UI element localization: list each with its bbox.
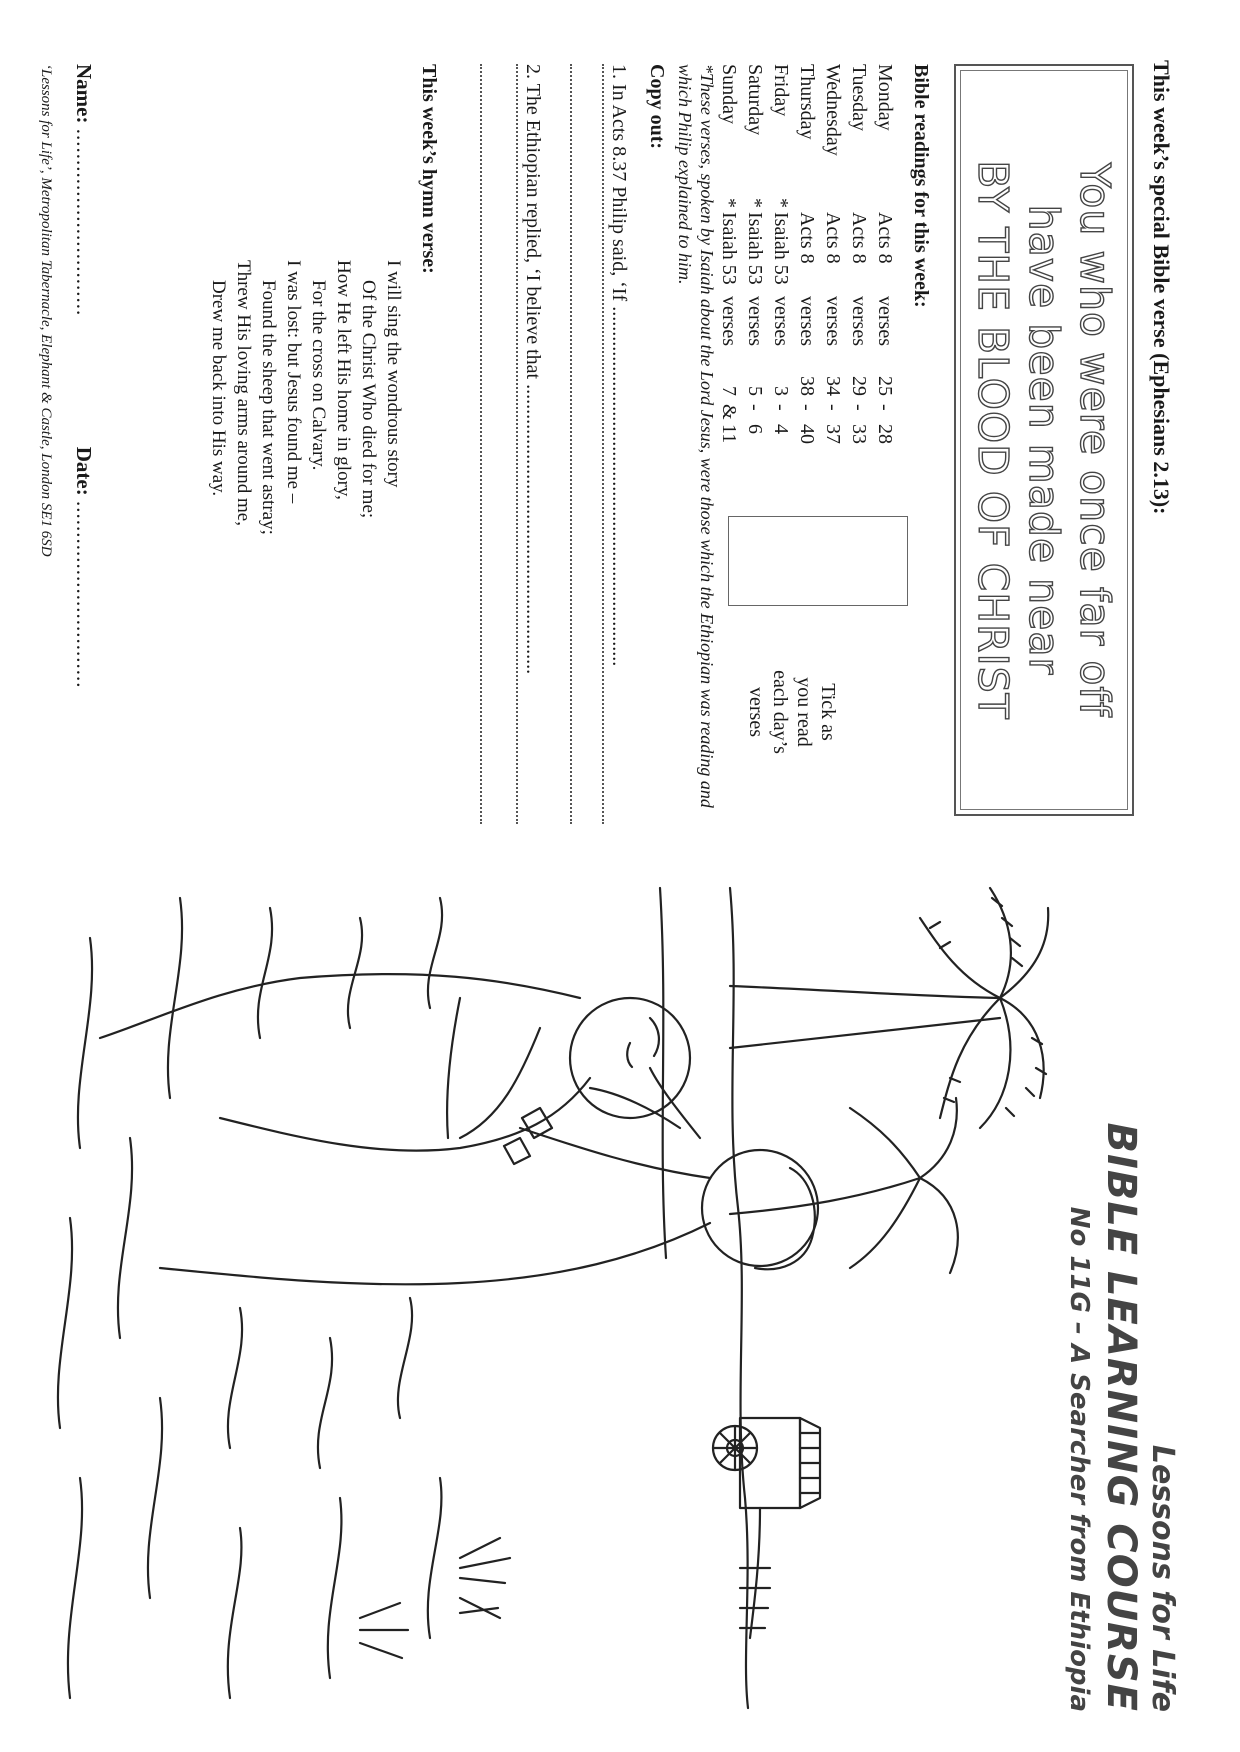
readings-table	[716, 64, 898, 524]
copy-out-title: Copy out:	[646, 64, 668, 150]
reading-verse-from: 25	[874, 376, 896, 396]
verse-line-3: BY THE BLOOD OF CHRIST	[969, 160, 1018, 720]
hymn-title: This week’s hymn verse:	[418, 64, 440, 274]
reading-verse-to: 40	[796, 424, 818, 444]
readings-footnote: *These verses, spoken by Isaiah about the Lord Jesus, were those which the Ethiopian was reading and which Philip explained to him.	[675, 64, 717, 808]
reading-day: Wednesday	[822, 64, 844, 156]
lesson-title: No 11G – A Searcher from Ethiopia	[1064, 1206, 1094, 1712]
tick-note-line: verses	[745, 687, 767, 737]
reading-verse-to: 4	[770, 424, 792, 434]
chariot	[713, 1418, 820, 1638]
reading-verses-word: verses	[718, 296, 740, 346]
reading-day: Monday	[874, 64, 896, 131]
date-field[interactable]: ..............................	[72, 500, 96, 689]
reading-verse-dash: -	[770, 404, 792, 411]
river-water	[58, 898, 442, 1698]
hymn-line: I was lost: but Jesus found me –	[283, 260, 304, 504]
philip-figure	[160, 1068, 818, 1284]
reading-row	[742, 64, 768, 524]
philip-baptizing-ethiopian-illustration	[20, 878, 1060, 1718]
reading-row	[820, 64, 846, 524]
reading-verse-dash: &	[718, 404, 740, 420]
readings-title: Bible readings for this week:	[910, 64, 932, 308]
reading-verse-dash: -	[822, 404, 844, 411]
reading-verse-from: 34	[822, 376, 844, 396]
reading-day: Sunday	[718, 64, 740, 124]
reading-book: Isaiah 53	[744, 212, 766, 285]
tick-note-line: Tick as	[817, 683, 839, 741]
reading-day: Thursday	[796, 64, 818, 140]
palm-tree	[730, 888, 1048, 1273]
reading-verse-from: 3	[770, 386, 792, 396]
reading-verses-word: verses	[744, 296, 766, 346]
reading-book: Acts 8	[874, 212, 896, 264]
name-label: Name:	[72, 64, 96, 124]
reading-day: Saturday	[744, 64, 766, 136]
reading-verse-from: 5	[744, 386, 766, 396]
tick-note-line: each day’s	[769, 670, 791, 754]
hymn-verse	[206, 260, 406, 535]
special-verse-label: This week’s special Bible verse (Ephesians 2.13):	[1149, 60, 1174, 515]
ethiopian-figure	[100, 974, 690, 1164]
reading-row	[768, 64, 794, 524]
tick-note-line: you read	[793, 677, 815, 747]
reading-star: *	[744, 198, 766, 208]
reading-verse-to: 6	[744, 424, 766, 434]
reading-book: Isaiah 53	[770, 212, 792, 285]
hymn-line: Found the sheep that went astray;	[258, 280, 279, 535]
reading-row	[872, 64, 898, 524]
answer-line[interactable]	[570, 64, 574, 824]
reading-verse-from: 38	[796, 376, 818, 396]
memory-verse-box	[954, 64, 1134, 816]
tick-note	[744, 632, 840, 792]
hymn-line: Threw His loving arms around me,	[233, 260, 254, 526]
reading-verse-to: 28	[874, 424, 896, 444]
reading-row	[794, 64, 820, 524]
reading-verse-dash: -	[874, 404, 896, 411]
reading-verses-word: verses	[848, 296, 870, 346]
reading-verse-from: 29	[848, 376, 870, 396]
hymn-line: I will sing the wondrous story	[383, 260, 404, 488]
memory-verse-text	[960, 70, 1128, 810]
reading-star: *	[770, 198, 792, 208]
reading-verses-word: verses	[770, 296, 792, 346]
reading-verses-word: verses	[796, 296, 818, 346]
course-title: BIBLE LEARNING COURSE	[1098, 1122, 1144, 1712]
reading-row	[716, 64, 742, 524]
publisher-credit: ‘Lessons for Life’, Metropolitan Tabernacle, Elephant & Castle, London SE1 6SD	[38, 64, 54, 557]
copy-out-question-2[interactable]: 2. The Ethiopian replied, ‘I believe that ..........................................................	[516, 64, 544, 824]
reading-verse-from: 7	[718, 386, 740, 396]
reading-verses-word: verses	[822, 296, 844, 346]
verse-line-1: You who were once far off	[1071, 162, 1120, 718]
reading-verse-to: 33	[848, 424, 870, 444]
date-label: Date:	[72, 446, 96, 496]
reading-row	[846, 64, 872, 524]
copy-out-question-1[interactable]: 1. In Acts 8.37 Philip said, ‘If ........................................................................	[602, 64, 630, 824]
reading-verse-dash: -	[848, 404, 870, 411]
reading-book: Acts 8	[822, 212, 844, 264]
reading-verse-dash: -	[744, 404, 766, 411]
reading-verses-word: verses	[874, 296, 896, 346]
reading-book: Acts 8	[796, 212, 818, 264]
verse-line-2: have been made near	[1020, 204, 1069, 676]
reading-day: Tuesday	[848, 64, 870, 132]
brand-name: Lessons for Life	[1145, 1444, 1180, 1712]
reading-verse-to: 11	[718, 424, 740, 444]
hymn-line: How He left His home in glory,	[333, 260, 354, 500]
answer-line[interactable]	[480, 64, 484, 824]
reading-book: Isaiah 53	[718, 212, 740, 285]
reading-day: Friday	[770, 64, 792, 117]
hymn-line: Drew me back into His way.	[208, 280, 229, 497]
name-field[interactable]: ..............................	[72, 128, 96, 317]
reading-verse-to: 37	[822, 424, 844, 444]
reading-star: *	[718, 198, 740, 208]
reading-book: Acts 8	[848, 212, 870, 264]
reading-verse-dash: -	[796, 404, 818, 411]
name-date-line	[71, 64, 96, 688]
hymn-line: For the cross on Calvary.	[308, 280, 329, 471]
tick-box[interactable]	[728, 516, 908, 606]
hymn-line: Of the Christ Who died for me;	[358, 280, 379, 519]
